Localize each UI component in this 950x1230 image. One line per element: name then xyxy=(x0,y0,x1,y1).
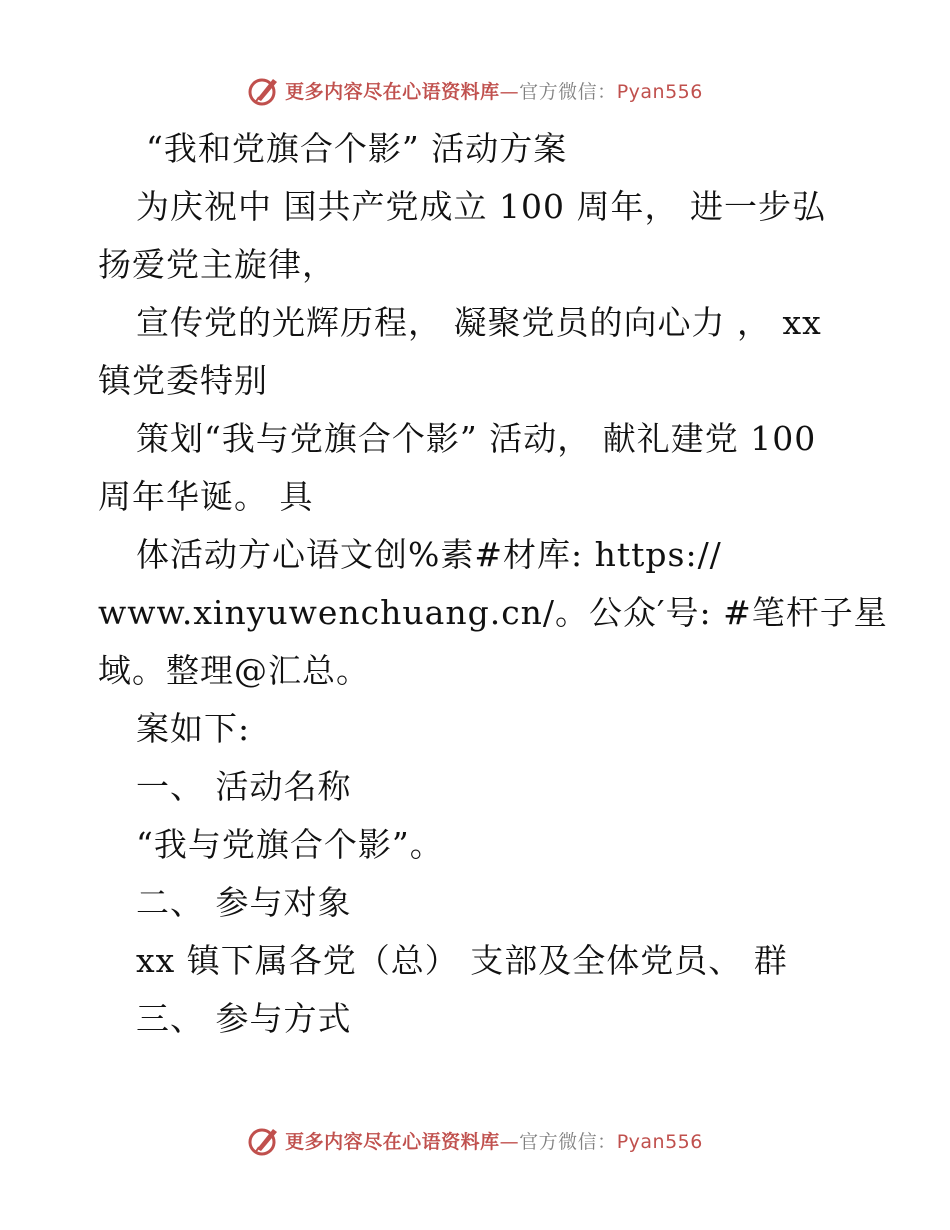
paragraph-line: 策划“我与党旗合个影” 活动， 献礼建党 100 xyxy=(136,419,817,458)
document-body xyxy=(98,120,888,1048)
watermark-main: 更多内容尽在心语资料库 xyxy=(285,80,500,103)
quill-logo-icon xyxy=(247,73,281,107)
watermark-official: 官方微信： xyxy=(519,1130,617,1153)
watermark-text xyxy=(285,1127,703,1154)
paragraph-line: 扬爱党主旋律， xyxy=(98,245,336,284)
footer-watermark xyxy=(0,1120,950,1160)
paragraph-line: 宣传党的光辉历程， 凝聚党员的向心力 ， xx xyxy=(136,303,822,342)
watermark-dash: — xyxy=(499,80,520,103)
paragraph-line: 周年华诞。 具 xyxy=(98,477,314,516)
paragraph-line: www.xinyuwenchuang.cn/。公众′号: #笔杆子星 xyxy=(98,593,888,632)
watermark-dash: — xyxy=(499,1130,520,1153)
watermark-official: 官方微信： xyxy=(519,80,617,103)
paragraph-line: “我与党旗合个影”。 xyxy=(136,825,444,864)
section-heading: 三、 参与方式 xyxy=(136,999,352,1038)
paragraph-line: 体活动方心语文创%素#材库: https:// xyxy=(136,535,722,574)
paragraph-line: 为庆祝中 国共产党成立 100 周年， 进一步弘 xyxy=(136,187,826,226)
paragraph-line: 镇党委特别 xyxy=(98,361,268,400)
section-heading: 二、 参与对象 xyxy=(136,883,352,922)
watermark-wechat-id: Pyan556 xyxy=(616,80,703,103)
paragraph-line: 域。整理@汇总。 xyxy=(98,651,370,690)
watermark-main: 更多内容尽在心语资料库 xyxy=(285,1130,500,1153)
paragraph-line: 案如下: xyxy=(136,709,251,748)
quill-logo-icon xyxy=(247,1123,281,1157)
header-watermark xyxy=(0,70,950,110)
paragraph-line: xx 镇下属各党（总） 支部及全体党员、 群 xyxy=(136,941,788,980)
watermark-text xyxy=(285,77,703,104)
section-heading: 一、 活动名称 xyxy=(136,767,352,806)
document-title: “我和党旗合个影” 活动方案 xyxy=(146,129,568,168)
watermark-wechat-id: Pyan556 xyxy=(616,1130,703,1153)
